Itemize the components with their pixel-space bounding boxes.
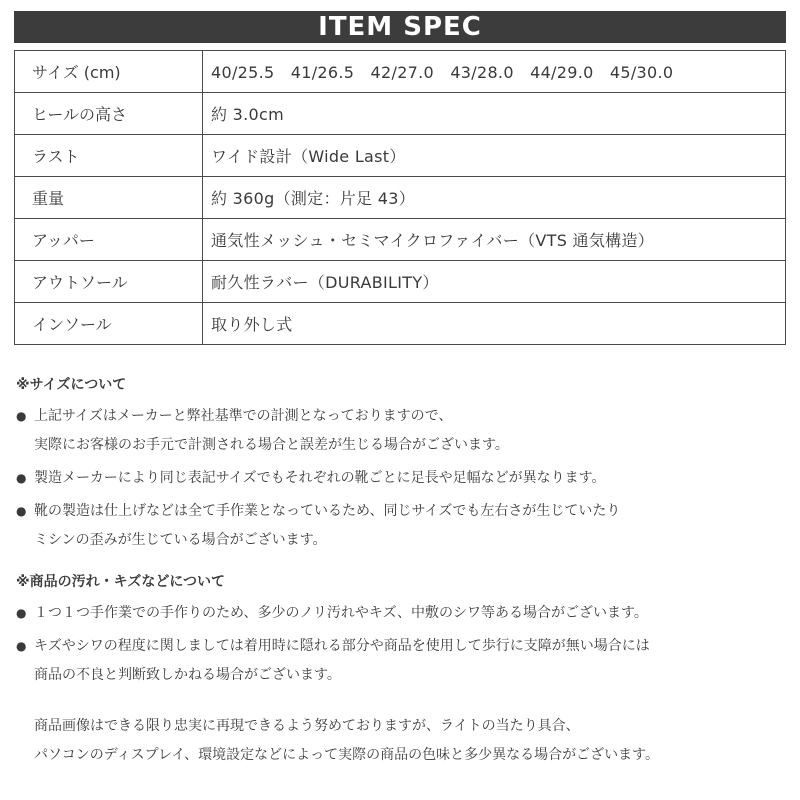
size-note-item — [16, 402, 786, 460]
bullet-icon: ● — [16, 504, 27, 518]
spec-row-heel-height — [15, 93, 786, 135]
spec-row-outsole — [15, 261, 786, 303]
spec-value-heel-height: 約 3.0cm — [203, 93, 786, 135]
notes-section — [16, 372, 786, 770]
spec-label-upper: アッパー — [15, 219, 203, 261]
spec-row-weight — [15, 177, 786, 219]
bullet-icon: ● — [16, 639, 27, 653]
spec-row-last — [15, 135, 786, 177]
closing-notice — [16, 712, 786, 770]
item-spec-title: ITEM SPEC — [318, 12, 482, 42]
spec-label-outsole: アウトソール — [15, 261, 203, 303]
spec-value-last: ワイド設計（Wide Last） — [203, 135, 786, 177]
damage-notes-heading: ※商品の汚れ・キズなどについて — [16, 574, 226, 590]
spec-table — [14, 50, 786, 345]
damage-note-1-line-1: １つ１つ手作業での手作りのため、多少のノリ汚れやキズ、中敷のシワ等ある場合がございます。 — [34, 605, 648, 621]
bullet-icon: ● — [16, 471, 27, 485]
size-note-item — [16, 497, 786, 555]
item-spec-header — [14, 11, 786, 43]
spec-value-upper: 通気性メッシュ・セミマイクロファイバー（VTS 通気構造） — [203, 219, 786, 261]
closing-line-2: パソコンのディスプレイ、環境設定などによって実際の商品の色味と多少異なる場合がございます。 — [34, 747, 659, 763]
size-note-item — [16, 464, 786, 493]
bullet-icon: ● — [16, 409, 27, 423]
size-note-1-line-1: 上記サイズはメーカーと弊社基準での計測となっておりますので、 — [34, 408, 453, 424]
spec-row-insole — [15, 303, 786, 345]
damage-note-item — [16, 632, 786, 690]
size-note-2-line-1: 製造メーカーにより同じ表記サイズでもそれぞれの靴ごとに足長や足幅などが異なります。 — [34, 470, 606, 486]
closing-line-1: 商品画像はできる限り忠実に再現できるよう努めておりますが、ライトの当たり具合、 — [34, 718, 580, 734]
spec-value-insole: 取り外し式 — [203, 303, 786, 345]
size-note-3-line-1: 靴の製造は仕上げなどは全て手作業となっているため、同じサイズでも左右さが生じていたり — [34, 503, 621, 519]
damage-note-2-line-1: キズやシワの程度に関しましては着用時に隠れる部分や商品を使用して歩行に支障が無い場合には — [34, 638, 650, 654]
spec-value-weight: 約 360g（測定：片足 43） — [203, 177, 786, 219]
bullet-icon: ● — [16, 606, 27, 620]
spec-label-last: ラスト — [15, 135, 203, 177]
spec-value-size: 40/25.5 41/26.5 42/27.0 43/28.0 44/29.0 45/30.0 — [203, 51, 786, 93]
spec-value-outsole: 耐久性ラバー（DURABILITY） — [203, 261, 786, 303]
spec-label-insole: インソール — [15, 303, 203, 345]
spec-label-heel-height: ヒールの高さ — [15, 93, 203, 135]
spec-row-upper — [15, 219, 786, 261]
spec-label-weight: 重量 — [15, 177, 203, 219]
damage-note-2-line-2: 商品の不良と判断致しかねる場合がございます。 — [34, 667, 341, 683]
size-note-3-line-2: ミシンの歪みが生じている場合がございます。 — [34, 532, 327, 548]
size-notes-heading: ※サイズについて — [16, 377, 127, 393]
size-note-1-line-2: 実際にお客様のお手元で計測される場合と誤差が生じる場合がございます。 — [34, 437, 509, 453]
damage-note-item — [16, 599, 786, 628]
spec-label-size: サイズ (cm) — [15, 51, 203, 93]
spec-row-size — [15, 51, 786, 93]
